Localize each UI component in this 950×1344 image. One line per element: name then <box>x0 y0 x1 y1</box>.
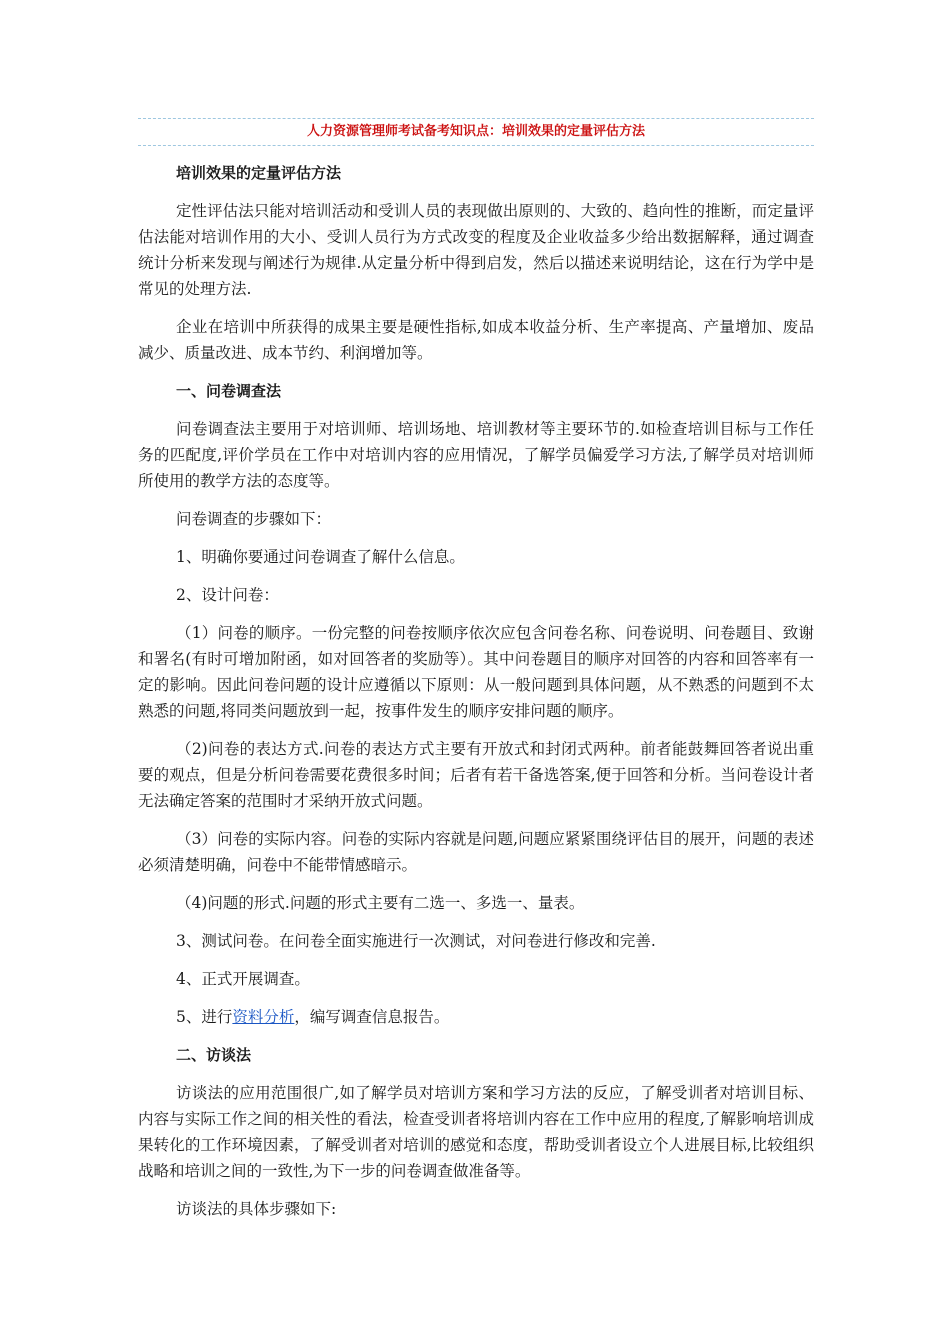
paragraph: （1）问卷的顺序。一份完整的问卷按顺序依次应包含问卷名称、问卷说明、问卷题目、致谢和署名(有时可增加附函，如对回答者的奖励等）。其中问卷题目的顺序对回答的内容和回答率有一定的影响。因此问卷问题的设计应遵循以下原则：从一般问题到具体问题，从不熟悉的问题到不太熟悉的问题,将同类问题放到一起，按事件发生的顺序安排问题的顺序。 <box>138 624 814 720</box>
section-heading-questionnaire: 一、问卷调查法 <box>176 382 282 400</box>
paragraph: 企业在培训中所获得的成果主要是硬性指标,如成本收益分析、生产率提高、产量增加、废品减少、质量改进、成本节约、利润增加等。 <box>138 318 814 362</box>
paragraph: （2)问卷的表达方式.问卷的表达方式主要有开放式和封闭式两种。前者能鼓舞回答者说出重要的观点，但是分析问卷需要花费很多时间；后者有若干备选答案,便于回答和分析。当问卷设计者无法确定答案的范围时才采纳开放式问题。 <box>138 740 814 810</box>
paragraph: 问卷调查法主要用于对培训师、培训场地、培训教材等主要环节的.如检查培训目标与工作任务的匹配度,评价学员在工作中对培训内容的应用情况，了解学员偏爱学习方法,了解学员对培训师所使用的教学方法的态度等。 <box>138 420 814 490</box>
data-analysis-link[interactable]: 资料分析 <box>232 1008 295 1026</box>
list-item: 2、设计问卷： <box>176 586 279 604</box>
list-item: 3、测试问卷。在问卷全面实施进行一次测试，对问卷进行修改和完善. <box>176 932 656 950</box>
list-item: 1、明确你要通过问卷调查了解什么信息。 <box>176 548 465 566</box>
paragraph: 定性评估法只能对培训活动和受训人员的表现做出原则的、大致的、趋向性的推断，而定量评估法能对培训作用的大小、受训人员行为方式改变的程度及企业收益多少给出数据解释，通过调查统计分析来发现与阐述行为规律.从定量分析中得到启发，然后以描述来说明结论，这在行为学中是常见的处理方法. <box>138 202 814 298</box>
paragraph: 访谈法的具体步骤如下: <box>176 1200 337 1218</box>
paragraph: （3）问卷的实际内容。问卷的实际内容就是问题,问题应紧紧围绕评估目的展开，问题的表述必须清楚明确，问卷中不能带情感暗示。 <box>138 830 814 874</box>
paragraph: 问卷调查的步骤如下： <box>176 510 332 528</box>
article-body <box>138 160 814 1222</box>
paragraph: 访谈法的应用范围很广,如了解学员对培训方案和学习方法的反应，了解受训者对培训目标、内容与实际工作之间的相关性的看法，检查受训者将培训内容在工作中应用的程度,了解影响培训成果转化的工作环境因素，了解受训者对培训的感觉和态度，帮助受训者设立个人进展目标,比较组织战略和培训之间的一致性,为下一步的问卷调查做准备等。 <box>138 1084 814 1180</box>
list-item <box>138 1004 814 1030</box>
document-page <box>138 118 814 1234</box>
page-title: 人力资源管理师考试备考知识点：培训效果的定量评估方法 <box>306 124 645 139</box>
list-item-suffix: ，编写调查信息报告。 <box>294 1008 450 1026</box>
header-top-divider <box>138 118 814 119</box>
list-item: 4、正式开展调查。 <box>176 970 310 988</box>
paragraph: （4)问题的形式.问题的形式主要有二选一、多选一、量表。 <box>176 894 585 912</box>
list-item-prefix: 5、进行 <box>176 1008 233 1026</box>
main-heading: 培训效果的定量评估方法 <box>176 164 342 182</box>
header-bottom-divider <box>138 145 814 146</box>
section-heading-interview: 二、访谈法 <box>176 1046 252 1064</box>
